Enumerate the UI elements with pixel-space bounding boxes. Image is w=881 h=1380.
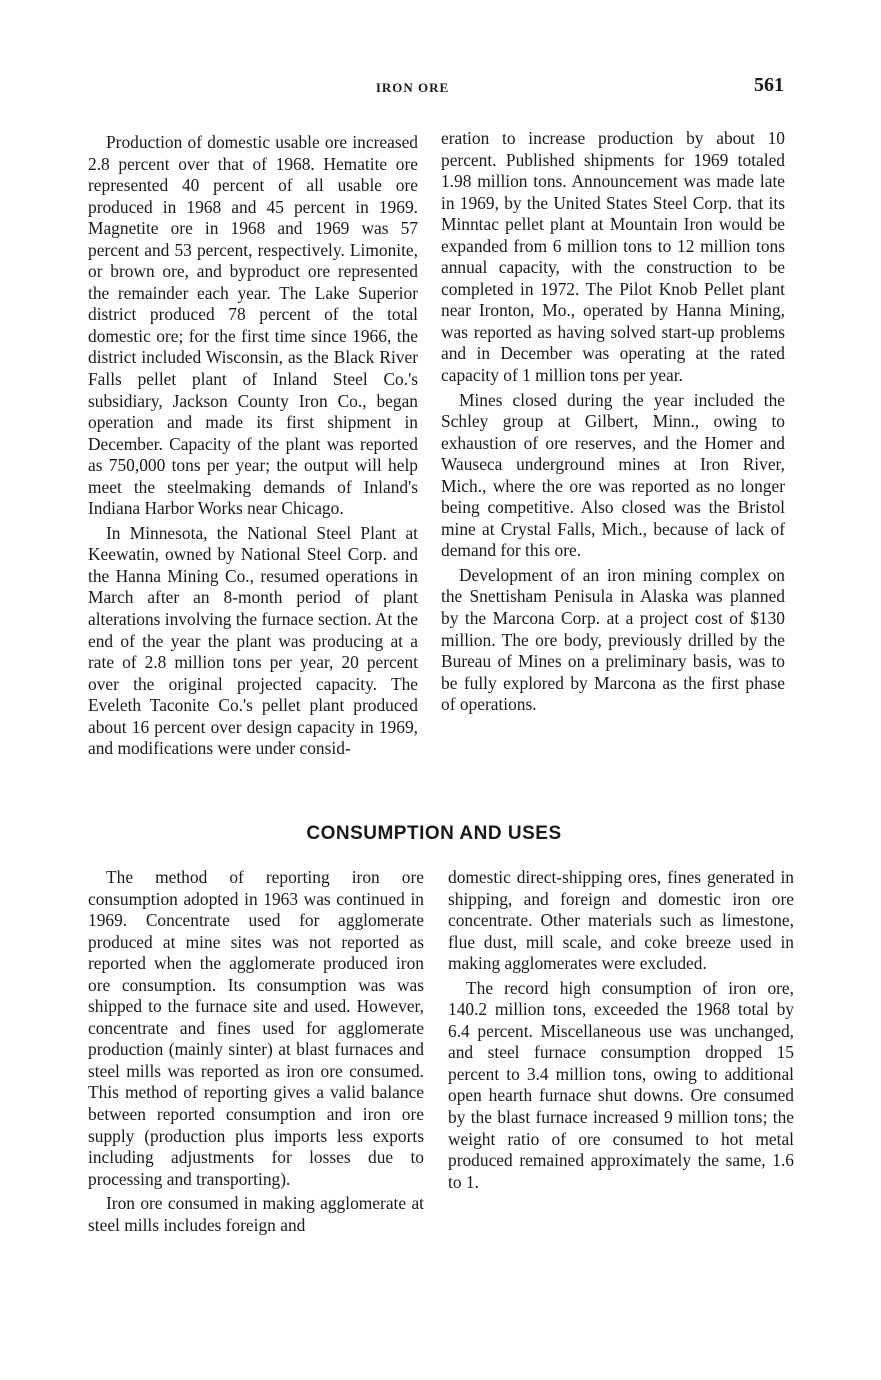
paragraph-reporting-method: The method of reporting iron ore consumption adopted in 1963 was continued in 1969. Concentrate used for agglomerate produced at mine sites was not reported as reported when the agglomerate produced iron ore consumption. Its consumption was was shipped to the furnace site and used. However, concentrate and fines used for agglomerate production (mainly sinter) at blast furnaces and steel mills was reported as iron ore consumed. This method of reporting gives a valid balance between reported consumption and iron ore supply (production plus imports less exports including adjustments for losses due to processing and transporting). xyxy=(88,867,424,1189)
paragraph-minnesota: In Minnesota, the National Steel Plant at Keewatin, owned by National Steel Corp. and the Hanna Mining Co., resumed operations in March after an 8-month period of plant alterations involving the furnace section. At the end of the year the plant was producing at a rate of 2.8 million tons per year, 20 percent over the original projected capacity. The Eveleth Taconite Co.'s pellet plant produced about 16 percent over design capacity in 1969, and modifications were under consid- xyxy=(88,522,418,759)
page-number: 561 xyxy=(754,74,784,96)
running-title: IRON ORE xyxy=(375,80,450,95)
right-column-top xyxy=(441,128,785,719)
paragraph-mines-closed: Mines closed during the year included the Schley group at Gilbert, Minn., owing to exhaustion of ore reserves, and the Homer and Wauseca underground mines at Iron River, Mich., where the ore was reported as no longer being competitive. Also closed was the Bristol mine at Crystal Falls, Mich., because of lack of demand for this ore. xyxy=(441,389,785,561)
paragraph-agglomerate: Iron ore consumed in making agglomerate at steel mills includes foreign and xyxy=(88,1193,424,1235)
paragraph-agglomerate-continuation: domestic direct-shipping ores, fines generated in shipping, and foreign and domestic iron ore concentrate. Other materials such as limestone, flue dust, mill scale, and coke breeze used in making agglomerates were excluded. xyxy=(448,867,794,974)
paragraph-production: Production of domestic usable ore increased 2.8 percent over that of 1968. Hematite ore represented 40 percent of all usable ore produced in 1968 and 45 percent in 1969. Magnetite ore in 1968 and 1969 was 57 percent and 53 percent, respectively. Limonite, or brown ore, and byproduct ore represented the remainder each year. The Lake Superior district produced 78 percent of the total domestic ore; for the first time since 1966, the district included Wisconsin, as the Black River Falls pellet plant of Inland Steel Co.'s subsidiary, Jackson County Iron Co., began operation and made its first shipment in December. Capacity of the plant was reported as 750,000 tons per year; the output will help meet the steelmaking demands of Inland's Indiana Harbor Works near Chicago. xyxy=(88,132,418,519)
section-heading: CONSUMPTION AND USES xyxy=(306,823,562,844)
right-column-bottom xyxy=(448,867,794,1196)
paragraph-alaska: Development of an iron mining complex on the Snettisham Penisula in Alaska was planned by the Marcona Corp. at a project cost of $130 million. The ore body, previously drilled by the Bureau of Mines on a preliminary basis, was to be fully explored by Marcona as the first phase of operations. xyxy=(441,564,785,715)
paragraph-continuation: eration to increase production by about 10 percent. Published shipments for 1969 totaled 1.98 million tons. Announcement was made late in 1969, by the United States Steel Corp. that its Minntac pellet plant at Mountain Iron would be expanded from 6 million tons to 12 million tons annual capacity, with the construction to be completed in 1972. The Pilot Knob Pellet plant near Ironton, Mo., operated by Hanna Mining, was reported as having solved start-up problems and in December was operating at the rated capacity of 1 million tons per year. xyxy=(441,128,785,386)
left-column-top xyxy=(88,132,418,763)
paragraph-record-consumption: The record high consumption of iron ore, 140.2 million tons, exceeded the 1968 total by 6.4 percent. Miscellaneous use was unchanged, and steel furnace consumption dropped 15 percent to 3.4 million tons, owing to additional open hearth furnace shut downs. Ore consumed by the blast furnace increased 9 million tons; the weight ratio of ore consumed to hot metal produced remained approximately the same, 1.6 to 1. xyxy=(448,977,794,1192)
left-column-bottom xyxy=(88,867,424,1239)
